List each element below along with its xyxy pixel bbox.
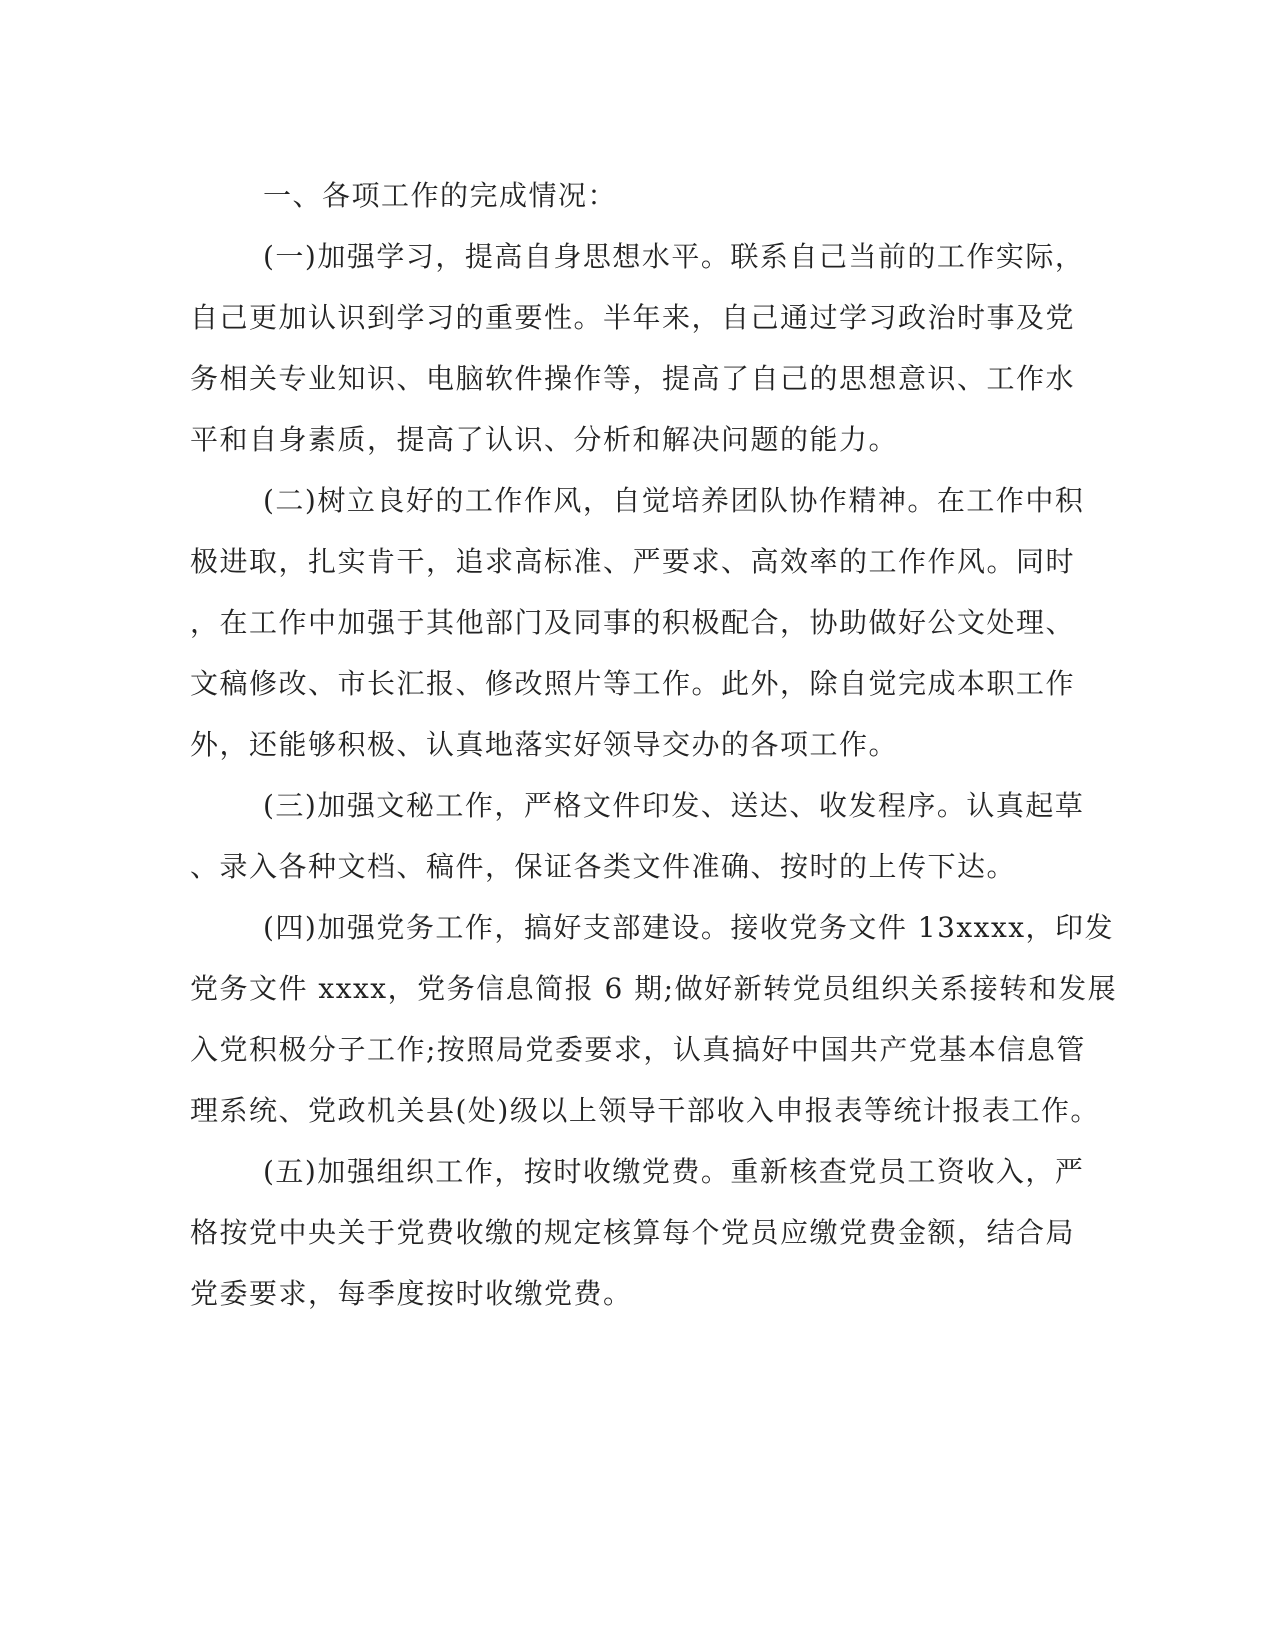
paragraph-2-line-2: 极进取，扎实肯干，追求高标准、严要求、高效率的工作作风。同时: [190, 545, 1076, 578]
paragraph-1-line-3: 务相关专业知识、电脑软件操作等，提高了自己的思想意识、工作水: [190, 362, 1076, 395]
paragraph-1-line-2: 自己更加认识到学习的重要性。半年来，自己通过学习政治时事及党: [190, 301, 1076, 334]
paragraph-1-line-1: (一)加强学习，提高自身思想水平。联系自己当前的工作实际，: [263, 240, 1085, 273]
paragraph-4-line-4: 理系统、党政机关县(处)级以上领导干部收入申报表等统计报表工作。: [190, 1094, 1100, 1127]
paragraph-4-line-1: (四)加强党务工作，搞好支部建设。接收党务文件 13xxxx，印发: [263, 911, 1115, 944]
paragraph-3-line-2: 、录入各种文档、稿件，保证各类文件准确、按时的上传下达。: [190, 850, 1017, 883]
paragraph-2-line-1: (二)树立良好的工作作风，自觉培养团队协作精神。在工作中积: [263, 484, 1085, 517]
paragraph-4-line-3: 入党积极分子工作;按照局党委要求，认真搞好中国共产党基本信息管: [190, 1033, 1086, 1066]
paragraph-4-line-2: 党务文件 xxxx，党务信息简报 6 期;做好新转党员组织关系接转和发展: [190, 972, 1118, 1005]
paragraph-1-line-4: 平和自身素质，提高了认识、分析和解决问题的能力。: [190, 423, 899, 456]
paragraph-5-line-1: (五)加强组织工作，按时收缴党费。重新核查党员工资收入，严: [263, 1155, 1085, 1188]
document-body: [190, 165, 1118, 1324]
paragraph-2-line-3: ，在工作中加强于其他部门及同事的积极配合，协助做好公文处理、: [190, 606, 1076, 639]
paragraph-5-line-2: 格按党中央关于党费收缴的规定核算每个党员应缴党费金额，结合局: [190, 1216, 1076, 1249]
paragraph-2-line-5: 外，还能够积极、认真地落实好领导交办的各项工作。: [190, 728, 899, 761]
paragraph-3-line-1: (三)加强文秘工作，严格文件印发、送达、收发程序。认真起草: [263, 789, 1085, 822]
paragraph-2-line-4: 文稿修改、市长汇报、修改照片等工作。此外，除自觉完成本职工作: [190, 667, 1076, 700]
paragraph-5-line-3: 党委要求，每季度按时收缴党费。: [190, 1277, 633, 1310]
section-heading: 一、各项工作的完成情况：: [263, 179, 618, 212]
